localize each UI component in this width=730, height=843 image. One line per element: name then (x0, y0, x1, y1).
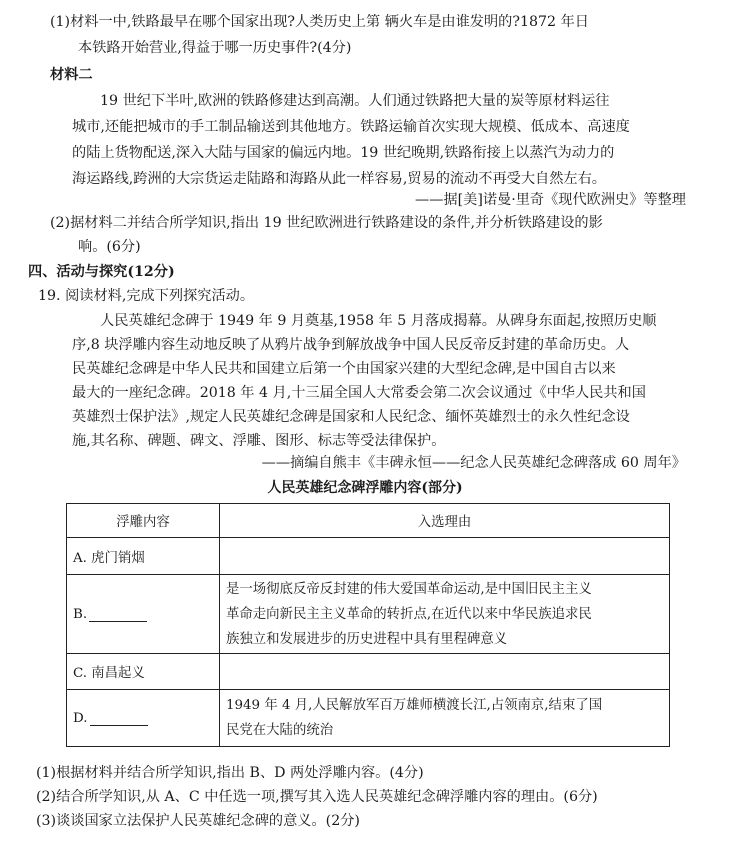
q19-question: (2)结合所学知识,从 A、C 中任选一项,撰写其入选人民英雄纪念碑浮雕内容的理由。(6分) (36, 789, 598, 805)
q19-passage-line: 序,8 块浮雕内容生动地反映了从鸦片战争到解放战争中国人民反帝反封建的革命历史。人 (72, 337, 630, 353)
q19-question: (3)谈谈国家立法保护人民英雄纪念碑的意义。(2分) (36, 813, 360, 829)
q19-passage-line: 人民英雄纪念碑于 1949 年 9 月奠基,1958 年 5 月落成揭幕。从碑身东面起,按照历史顺 (100, 313, 657, 329)
material2-heading: 材料二 (50, 67, 93, 83)
q19-passage-line: 英雄烈士保护法》,规定人民英雄纪念碑是国家和人民纪念、缅怀英雄烈士的永久性纪念设 (72, 409, 630, 425)
relief-content-cell (67, 538, 220, 575)
answer-blank (90, 711, 148, 726)
material2-line: 海运路线,跨洲的大宗货运走陆路和海路从此一样容易,贸易的流动不再受大自然左右。 (72, 171, 606, 187)
answer-blank (89, 607, 147, 622)
q18-part1-line2: 本铁路开始营业,得益于哪一历史事件?(4分) (78, 40, 352, 56)
q19-question: (1)根据材料并结合所学知识,指出 B、D 两处浮雕内容。(4分) (36, 765, 424, 781)
table-row (67, 575, 670, 654)
relief-content: B. (73, 606, 88, 622)
material2-line: 19 世纪下半叶,欧洲的铁路修建达到高潮。人们通过铁路把大量的炭等原材料运往 (100, 93, 610, 109)
relief-reason-cell (220, 654, 670, 690)
table-row (67, 654, 670, 690)
table-header-content: 浮雕内容 (67, 504, 220, 538)
table-caption: 人民英雄纪念碑浮雕内容(部分) (267, 480, 463, 496)
q19-source: ——摘编自熊丰《丰碑永恒——纪念人民英雄纪念碑落成 60 周年》 (261, 455, 686, 471)
table-row (67, 538, 670, 575)
material2-source: ——据[美]诺曼·里奇《现代欧洲史》等整理 (415, 192, 686, 208)
material2-line: 城市,还能把城市的手工制品输送到其他地方。铁路运输首次实现大规模、低成本、高速度 (72, 119, 630, 135)
relief-reason-cell (220, 690, 670, 747)
relief-table (66, 503, 670, 747)
q19-passage-line: 民英雄纪念碑是中华人民共和国建立后第一个由国家兴建的大型纪念碑,是中国自古以来 (72, 361, 616, 377)
table-header-reason: 入选理由 (220, 504, 670, 538)
q19-passage-line: 施,其名称、碑题、碑文、浮雕、图形、标志等受法律保护。 (72, 433, 446, 449)
table-row (67, 690, 670, 747)
q18-part2-line1: (2)据材料二并结合所学知识,指出 19 世纪欧洲进行铁路建设的条件,并分析铁路建设的影 (50, 215, 603, 231)
relief-reason-cell (220, 538, 670, 575)
q18-part2-line2: 响。(6分) (78, 239, 141, 255)
reason-line: 族独立和发展进步的历史进程中具有里程碑意义 (226, 631, 508, 647)
relief-content: C. 南昌起义 (73, 666, 145, 681)
relief-content-cell (67, 654, 220, 690)
q18-part1-line1: (1)材料一中,铁路最早在哪个国家出现?人类历史上第 辆火车是由谁发明的?1872 年日 (50, 14, 589, 30)
relief-reason-cell (220, 575, 670, 654)
relief-content-cell (67, 690, 220, 747)
table-header-row (67, 504, 670, 538)
reason-line: 1949 年 4 月,人民解放军百万雄师横渡长江,占领南京,结束了国 (226, 698, 603, 713)
q19-passage-line: 最大的一座纪念碑。2018 年 4 月,十三届全国人大常委会第二次会议通过《中华人民共和国 (72, 385, 646, 401)
reason-line: 是一场彻底反帝反封建的伟大爱国革命运动,是中国旧民主主义 (226, 581, 592, 597)
reason-line: 民党在大陆的统治 (226, 723, 334, 738)
reason-line: 革命走向新民主主义革命的转折点,在近代以来中华民族追求民 (226, 606, 592, 622)
relief-content-cell (67, 575, 220, 654)
relief-content: A. 虎门销烟 (73, 550, 145, 566)
q19-intro: 19. 阅读材料,完成下列探究活动。 (38, 288, 255, 304)
relief-content: D. (73, 710, 88, 726)
material2-line: 的陆上货物配送,深入大陆与国家的偏远内地。19 世纪晚期,铁路衔接上以蒸汽为动力的 (72, 145, 615, 161)
section-heading: 四、活动与探究(12分) (28, 264, 175, 280)
